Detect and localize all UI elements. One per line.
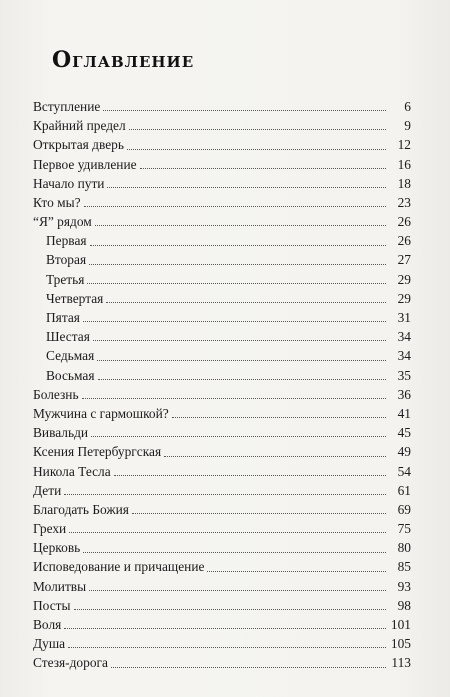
toc-dot-leader bbox=[111, 667, 386, 668]
toc-entry bbox=[33, 231, 411, 250]
toc-entry-page-number: 93 bbox=[397, 578, 411, 594]
toc-entry-page-number: 9 bbox=[404, 118, 411, 134]
toc-entry-title: Седьмая bbox=[46, 348, 95, 364]
toc-entry-title: Начало пути bbox=[33, 175, 105, 191]
toc-entry-title: Ксения Петербургская bbox=[33, 444, 162, 460]
toc-entry-title: Воля bbox=[33, 617, 62, 633]
toc-entry-title: Шестая bbox=[46, 329, 90, 345]
toc-entry-page-number: 69 bbox=[397, 501, 411, 517]
toc-entry-page-number: 23 bbox=[397, 194, 411, 210]
toc-entry-title: Посты bbox=[33, 597, 71, 613]
toc-entry bbox=[33, 174, 411, 193]
toc-dot-leader bbox=[69, 532, 386, 533]
toc-entry-title: Крайний предел bbox=[33, 118, 126, 134]
toc-entry-page-number: 49 bbox=[397, 444, 411, 460]
toc-entry-title: Душа bbox=[33, 636, 66, 652]
toc-entry-title: Молитвы bbox=[33, 578, 87, 594]
toc-dot-leader bbox=[132, 513, 386, 514]
toc-entry-title: Благодать Божия bbox=[33, 501, 129, 517]
toc-entry-page-number: 45 bbox=[397, 425, 411, 441]
toc-entry bbox=[33, 538, 411, 557]
toc-entry-page-number: 85 bbox=[397, 559, 411, 575]
toc-entry bbox=[33, 500, 411, 519]
toc-entry bbox=[33, 596, 411, 615]
toc-entry-title: Первое удивление bbox=[33, 156, 137, 172]
toc-entry-page-number: 35 bbox=[397, 367, 411, 383]
toc-dot-leader bbox=[89, 264, 386, 265]
toc-entry bbox=[33, 558, 411, 577]
toc-entry-title: Болезнь bbox=[33, 386, 79, 402]
toc-entry-title: Кто мы? bbox=[33, 194, 81, 210]
toc-entry-title: Первая bbox=[46, 233, 87, 249]
toc-entry bbox=[33, 423, 411, 442]
toc-entry bbox=[33, 385, 411, 404]
toc-entry bbox=[33, 251, 411, 270]
toc-entry-page-number: 31 bbox=[397, 310, 411, 326]
toc-entry bbox=[33, 634, 411, 653]
toc-entry bbox=[33, 577, 411, 596]
toc-entry-page-number: 12 bbox=[397, 137, 411, 153]
toc-entry-title: Никола Тесла bbox=[33, 463, 111, 479]
toc-entry-page-number: 54 bbox=[397, 463, 411, 479]
toc-entry bbox=[33, 653, 411, 672]
toc-entry-title: “Я” рядом bbox=[33, 214, 92, 230]
toc-entry bbox=[33, 308, 411, 327]
toc-entry bbox=[33, 193, 411, 212]
toc-entry-page-number: 16 bbox=[397, 156, 411, 172]
toc-entry bbox=[33, 155, 411, 174]
toc-dot-leader bbox=[93, 340, 386, 341]
toc-dot-leader bbox=[98, 379, 387, 380]
toc-dot-leader bbox=[129, 129, 386, 130]
toc-entry bbox=[33, 135, 411, 154]
toc-entry-page-number: 113 bbox=[391, 655, 411, 671]
toc-dot-leader bbox=[64, 494, 386, 495]
toc-entry bbox=[33, 289, 411, 308]
toc-entry-title: Вивальди bbox=[33, 425, 89, 441]
toc-entry bbox=[33, 404, 411, 423]
toc-entry-page-number: 105 bbox=[390, 636, 411, 652]
toc-entry-title: Пятая bbox=[46, 310, 80, 326]
toc-entry bbox=[33, 519, 411, 538]
toc-entry bbox=[33, 212, 411, 231]
toc-entry-page-number: 61 bbox=[397, 482, 411, 498]
toc-entry bbox=[33, 442, 411, 461]
toc-entry-title: Вступление bbox=[33, 98, 101, 114]
toc-dot-leader bbox=[164, 456, 386, 457]
toc-entry-title: Стезя-дорога bbox=[33, 655, 108, 671]
toc-entry bbox=[33, 346, 411, 365]
toc-dot-leader bbox=[64, 628, 386, 629]
toc-dot-leader bbox=[172, 417, 386, 418]
toc-dot-leader bbox=[84, 206, 386, 207]
toc-entry-page-number: 98 bbox=[397, 597, 411, 613]
toc-entry-title: Дети bbox=[33, 482, 62, 498]
toc-dot-leader bbox=[107, 187, 386, 188]
page-title: Оглавление bbox=[52, 47, 195, 73]
toc-entry bbox=[33, 116, 411, 135]
toc-dot-leader bbox=[207, 571, 386, 572]
toc-entry-page-number: 6 bbox=[404, 98, 411, 114]
toc-entry-page-number: 29 bbox=[397, 290, 411, 306]
toc-entry-page-number: 36 bbox=[397, 386, 411, 402]
toc-entry bbox=[33, 327, 411, 346]
toc-dot-leader bbox=[106, 302, 386, 303]
toc-dot-leader bbox=[95, 225, 386, 226]
toc-entry-title: Четвертая bbox=[46, 290, 104, 306]
toc-dot-leader bbox=[114, 475, 386, 476]
toc-entry-page-number: 34 bbox=[397, 329, 411, 345]
toc-entry-title: Церковь bbox=[33, 540, 81, 556]
toc-entry-title: Восьмая bbox=[46, 367, 95, 383]
toc-entry bbox=[33, 481, 411, 500]
toc-entry-title: Третья bbox=[46, 271, 85, 287]
toc-entry bbox=[33, 462, 411, 481]
toc-entry-page-number: 80 bbox=[397, 540, 411, 556]
toc-entry-page-number: 26 bbox=[397, 214, 411, 230]
toc-dot-leader bbox=[87, 283, 386, 284]
toc-entry bbox=[33, 270, 411, 289]
toc-entry-title: Мужчина с гармошкой? bbox=[33, 405, 169, 421]
toc-dot-leader bbox=[127, 149, 386, 150]
toc-dot-leader bbox=[97, 360, 386, 361]
toc-dot-leader bbox=[91, 436, 386, 437]
toc-entry-page-number: 18 bbox=[397, 175, 411, 191]
toc-entry-page-number: 27 bbox=[397, 252, 411, 268]
toc-entry bbox=[33, 366, 411, 385]
toc-entry-page-number: 26 bbox=[397, 233, 411, 249]
toc-dot-leader bbox=[68, 647, 386, 648]
toc-dot-leader bbox=[140, 168, 386, 169]
toc-dot-leader bbox=[83, 552, 386, 553]
toc-entry bbox=[33, 615, 411, 634]
toc-entry-page-number: 101 bbox=[390, 617, 411, 633]
toc-entry-page-number: 29 bbox=[397, 271, 411, 287]
toc-entry bbox=[33, 97, 411, 116]
toc-dot-leader bbox=[82, 398, 386, 399]
toc-entry-title: Открытая дверь bbox=[33, 137, 124, 153]
toc-entry-title: Вторая bbox=[46, 252, 87, 268]
table-of-contents bbox=[33, 97, 411, 673]
toc-dot-leader bbox=[89, 590, 386, 591]
toc-dot-leader bbox=[74, 609, 387, 610]
toc-dot-leader bbox=[90, 245, 386, 246]
toc-entry-page-number: 34 bbox=[397, 348, 411, 364]
toc-dot-leader bbox=[103, 110, 386, 111]
toc-entry-page-number: 75 bbox=[397, 521, 411, 537]
toc-entry-title: Исповедование и причащение bbox=[33, 559, 205, 575]
toc-entry-title: Грехи bbox=[33, 521, 67, 537]
toc-dot-leader bbox=[83, 321, 386, 322]
toc-entry-page-number: 41 bbox=[397, 405, 411, 421]
